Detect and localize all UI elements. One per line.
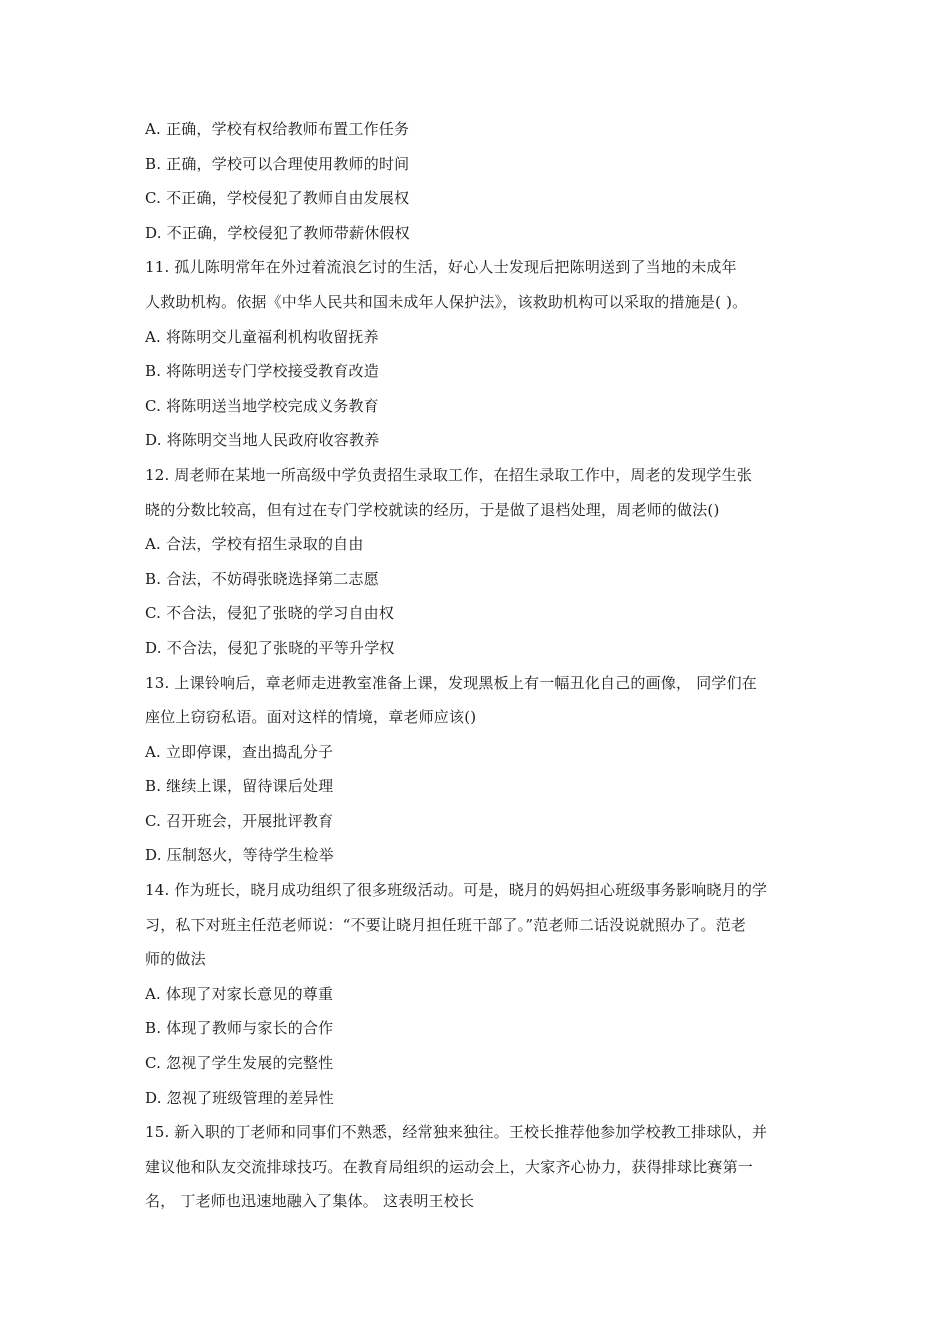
q15-stem-line-1: 15. 新入职的丁老师和同事们不熟悉，经常独来独往。王校长推荐他参加学校教工排球队，并 bbox=[145, 1123, 768, 1142]
q14-option-d: D. 忽视了班级管理的差异性 bbox=[145, 1088, 334, 1107]
q12-option-a: A. 合法，学校有招生录取的自由 bbox=[145, 535, 364, 554]
q12-option-c: C. 不合法，侵犯了张晓的学习自由权 bbox=[145, 604, 395, 623]
q14-option-c: C. 忽视了学生发展的完整性 bbox=[145, 1054, 334, 1073]
q14-stem-line-1: 14. 作为班长，晓月成功组织了很多班级活动。可是，晓月的妈妈担心班级事务影响晓月的学 bbox=[145, 881, 768, 900]
q10-option-d: D. 不正确，学校侵犯了教师带薪休假权 bbox=[145, 223, 410, 242]
q15-stem-line-2: 建议他和队友交流排球技巧。在教育局组织的运动会上，大家齐心协力，获得排球比赛第一 bbox=[145, 1157, 754, 1176]
q13-stem-line-1: 13. 上课铃响后，章老师走进教室准备上课，发现黑板上有一幅丑化自己的画像， 同学们在 bbox=[145, 673, 757, 692]
q15-stem-line-3: 名， 丁老师也迅速地融入了集体。 这表明王校长 bbox=[145, 1192, 475, 1211]
q10-option-c: C. 不正确，学校侵犯了教师自由发展权 bbox=[145, 189, 410, 208]
q10-option-b: B. 正确，学校可以合理使用教师的时间 bbox=[145, 154, 410, 173]
q11-stem-line-1: 11. 孤儿陈明常年在外过着流浪乞讨的生活，好心人士发现后把陈明送到了当地的未成年 bbox=[145, 258, 737, 277]
q13-option-c: C. 召开班会，开展批评教育 bbox=[145, 811, 334, 830]
q12-option-b: B. 合法，不妨碍张晓选择第二志愿 bbox=[145, 569, 379, 588]
q11-option-b: B. 将陈明送专门学校接受教育改造 bbox=[145, 362, 379, 381]
q13-stem-line-2: 座位上窃窃私语。面对这样的情境，章老师应该() bbox=[145, 708, 477, 727]
q13-option-b: B. 继续上课，留待课后处理 bbox=[145, 777, 334, 796]
q11-stem-line-2: 人救助机构。依据《中华人民共和国未成年人保护法》，该救助机构可以采取的措施是( )。 bbox=[145, 292, 748, 311]
q13-option-d: D. 压制怒火，等待学生检举 bbox=[145, 846, 334, 865]
q11-option-c: C. 将陈明送当地学校完成义务教育 bbox=[145, 396, 379, 415]
q13-option-a: A. 立即停课，查出捣乱分子 bbox=[145, 742, 334, 761]
q14-stem-line-2: 习，私下对班主任范老师说：“不要让晓月担任班干部了。”范老师二话没说就照办了。范老 bbox=[145, 915, 747, 934]
q14-option-a: A. 体现了对家长意见的尊重 bbox=[145, 984, 334, 1003]
q14-option-b: B. 体现了教师与家长的合作 bbox=[145, 1019, 334, 1038]
q14-stem-line-3: 师的做法 bbox=[145, 950, 206, 969]
q11-option-d: D. 将陈明交当地人民政府收容教养 bbox=[145, 431, 380, 450]
q12-stem-line-2: 晓的分数比较高，但有过在专门学校就读的经历，于是做了退档处理，周老师的做法() bbox=[145, 500, 720, 519]
q10-option-a: A. 正确，学校有权给教师布置工作任务 bbox=[145, 120, 410, 138]
q12-stem-line-1: 12. 周老师在某地一所高级中学负责招生录取工作，在招生录取工作中，周老的发现学生张 bbox=[145, 465, 753, 484]
q11-option-a: A. 将陈明交儿童福利机构收留抚养 bbox=[145, 327, 379, 346]
q12-option-d: D. 不合法，侵犯了张晓的平等升学权 bbox=[145, 638, 395, 657]
exam-page bbox=[145, 112, 815, 1219]
